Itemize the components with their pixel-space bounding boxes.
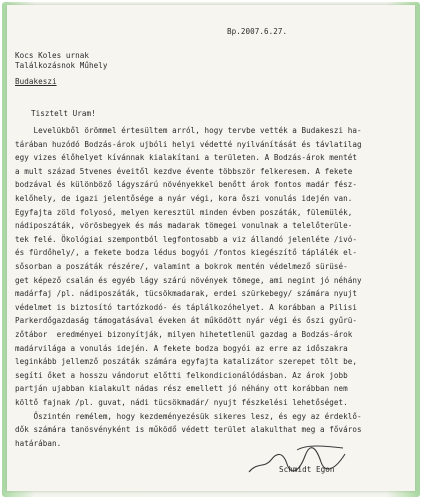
body-line: segíti őket a hosszu vándorut előtti felkondicionálódásban. Az árok jobb [15,370,348,380]
body-line: a mult század 5tvenes éveitől kezdve évente többször felkeresem. A fekete [15,166,353,176]
body-line: védelmet is biztosító tartózkodó- és táplálkozóhelyet. A korábban a Pilisi [15,302,358,312]
body-line: határában. [15,438,62,448]
body-line: Egyfajta zöld folyosó, melyen keresztül minden évben poszáták, fülemülék, [15,207,353,217]
body-line: bodzával és különböző lágyszárú növényekkel benőtt árok fontos madár fész- [15,180,358,190]
body-line: get képező csalán és egyéb lágy szárú növények tömege, ami negint jó néhány [15,275,362,285]
body-line: Levelükből örömmel értesültem arról, hogy tervbe vették a Budakeszi ha- [15,126,362,135]
body-line: költő fajnak /pl. guvat, nádi tücsökmadár/ nyujt fészkelési lehetőséget. [15,398,348,407]
body-line: kelőhely, de igazi jelentősége a nyár végi, kora őszi vonulás idején van. [15,194,353,203]
body-line: madárvilága a vonulás idején. A fekete bodza bogyói az erre az időszakra [15,343,348,353]
body-line: nádiposzáták, vörösbegyek és más madarak tömegei vonulnak a telelőterüle- [15,221,353,231]
body-line: madárfaj /pl. nádiposzáták, tücsökmadarak, erdei szürkebegy/ számára nyujt [15,289,358,299]
body-line: sősorban a poszáták részére/, valamint a bokrok mentén védelmező sürüsé- [15,262,348,271]
letter-page [7,5,415,491]
salutation: Tisztelt Uram! [31,109,96,118]
recipient-name: Kocs Koles urnak [15,51,89,60]
recipient-organization: Találkozásnok Műhely [15,61,108,70]
body-line: tárában huzódó Bodzás-árok ujbóli helyi védetté nyilvánítását és távlatilag [15,139,362,149]
body-line: Parkerdőgazdaság támogatásával éveken át működött nyár végi és őszi gyűrü- [15,316,358,326]
body-line: Őszintén remélem, hogy kezdeményezésük sikeres lesz, és egy az érdeklő- [15,411,362,421]
body-line: zőtábor eredményei bizonyítják, milyen hihetetlenül gazdag a Bodzás-árok [15,330,353,339]
signature-name: Schmidt Egon [279,465,335,474]
body-line: leginkább jellemző poszáták számára egyfajta katalizátor szerepet tölt be, [15,357,358,367]
body-line: és fürdőhely/, a fekete bodza lédus bogyói /fontos kiegészítő táplálék el- [15,248,358,258]
handwritten-signature [247,442,367,482]
body-line: egy vizes élőhelyet kívánnak kialakítani a területen. A Bodzás-árok mentét [15,153,358,163]
body-line: dők számára tanösvényként is működő védett terület alakulthat meg a főváros [15,425,362,435]
body-line: tek felé. Ökológiai szempontból legfontosabb a viz állandó jelenléte /ivó- [15,234,358,244]
body-line: partján ujabban kialakult nádas rész emellett jó néhány ott korábban nem [15,384,348,394]
letter-date: Bp.2007.6.27. [227,27,288,36]
recipient-city: Budakeszi [15,77,57,86]
